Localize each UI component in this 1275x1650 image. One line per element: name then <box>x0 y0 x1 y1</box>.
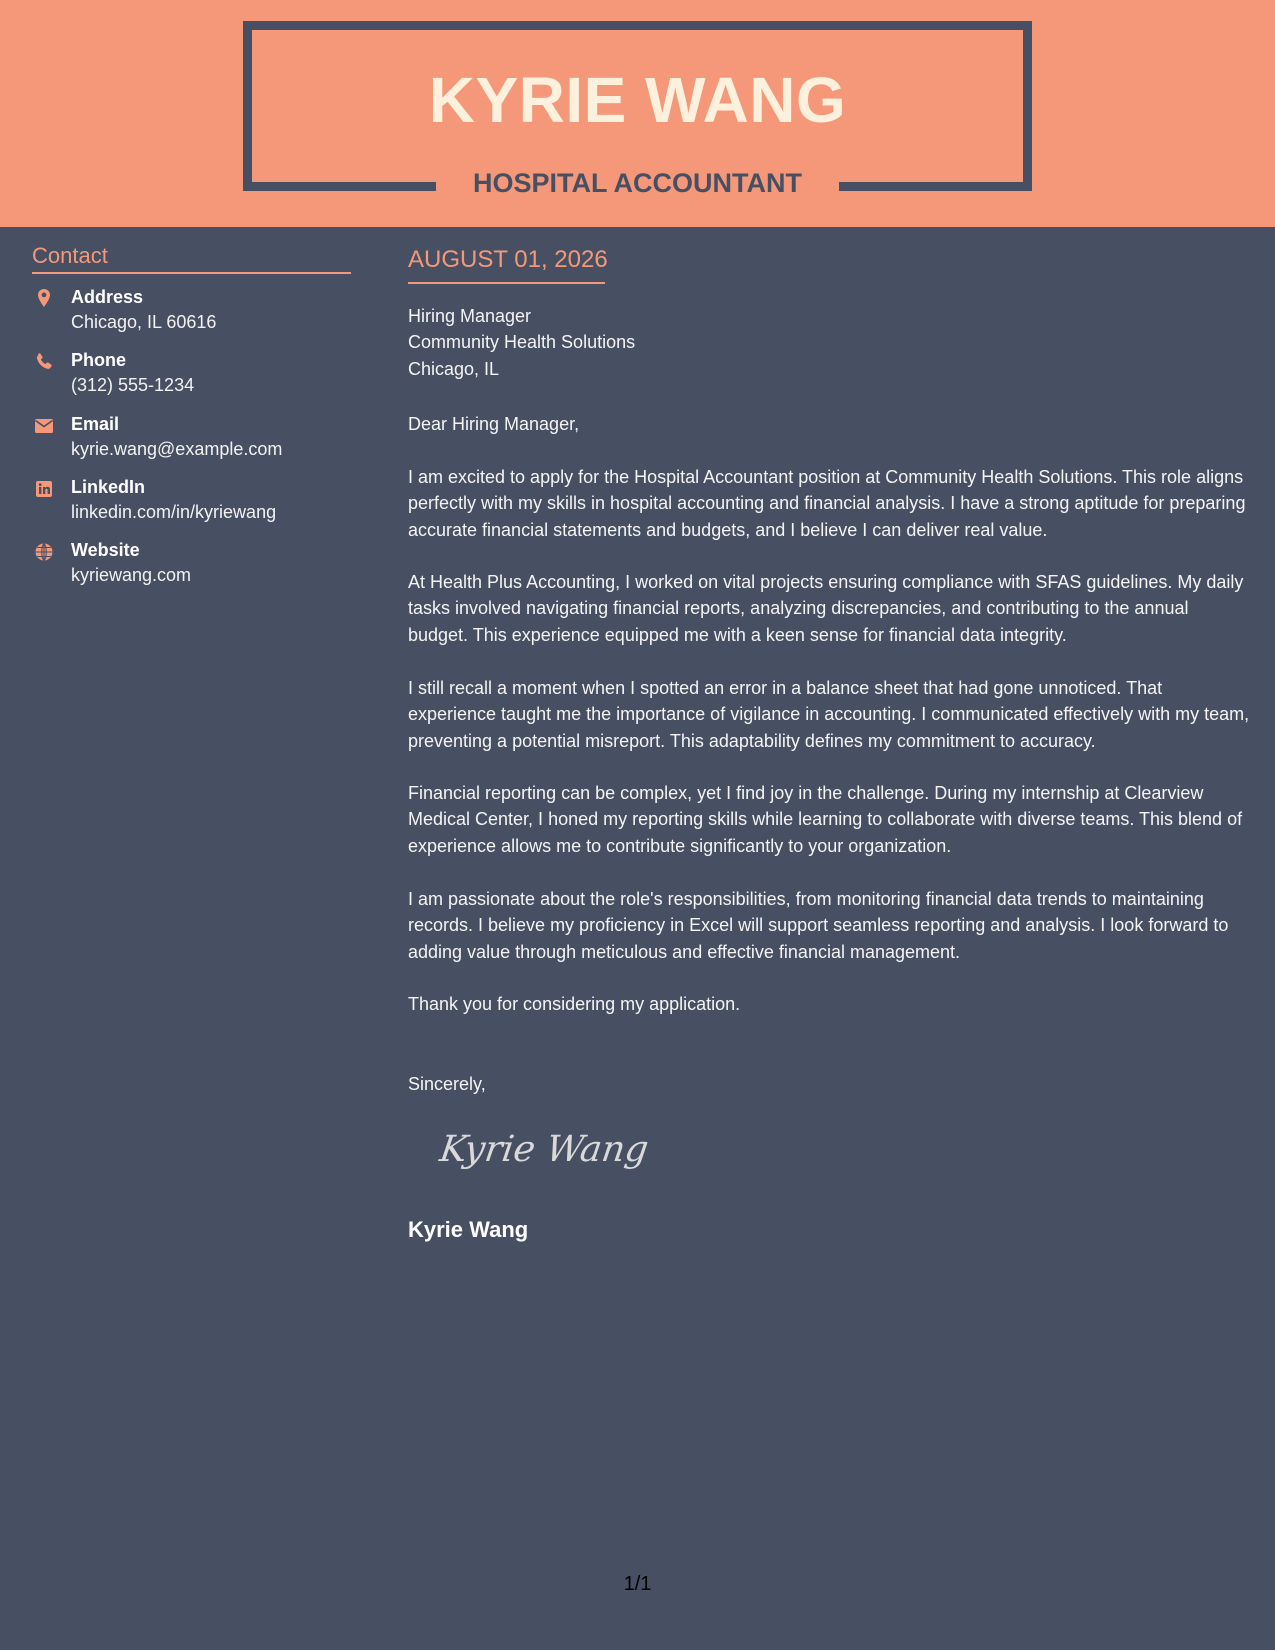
envelope-icon <box>32 414 56 438</box>
website-value[interactable]: kyriewang.com <box>71 565 192 585</box>
job-title: HOSPITAL ACCOUNTANT <box>473 168 802 198</box>
closing-line: Thank you for considering my application. <box>408 994 741 1014</box>
contact-label: Phone <box>71 350 127 370</box>
address-value: Chicago, IL 60616 <box>71 312 217 332</box>
contact-label: LinkedIn <box>71 477 146 497</box>
body-paragraph: At Health Plus Accounting, I worked on vital projects ensuring compliance with SFAS guidelines. My daily tasks involved navigating financial reports, analyzing discrepancies, and contributing to the annual budget. This experience equipped me with a keen sense for financial data integrity. <box>408 572 1244 645</box>
contact-label: Website <box>71 540 140 560</box>
recipient-line: Hiring Manager <box>408 306 532 326</box>
phone-value: (312) 555-1234 <box>71 375 195 395</box>
email-value[interactable]: kyrie.wang@example.com <box>71 439 283 459</box>
globe-icon <box>32 540 56 564</box>
contact-label: Address <box>71 287 144 307</box>
phone-icon <box>32 350 56 374</box>
body-paragraph: I am excited to apply for the Hospital Accountant position at Community Health Solutions. This role aligns perfectly with my skills in hospital accounting and financial analysis. I have a strong aptitude for preparing accurate financial statements and budgets, and I believe I can deliver real value. <box>408 467 1246 540</box>
date-divider <box>408 282 605 284</box>
recipient-line: Community Health Solutions <box>408 332 636 352</box>
map-pin-icon <box>32 287 56 311</box>
body-paragraph: Financial reporting can be complex, yet I find joy in the challenge. During my internship at Clearview Medical Center, I honed my reporting skills while learning to collaborate with diverse teams. This blend of experience allows me to contribute significantly to your organization. <box>408 783 1243 856</box>
contact-heading: Contact <box>32 243 108 268</box>
signature: Kyrie Wang <box>437 1129 651 1170</box>
linkedin-icon <box>32 477 56 501</box>
candidate-name: KYRIE WANG <box>428 64 847 136</box>
body-paragraph: I still recall a moment when I spotted an error in a balance sheet that had gone unnoticed. That experience taught me the importance of vigilance in accounting. I communicated effectively with my team, preventing a potential misreport. This adaptability defines my commitment to accuracy. <box>408 678 1250 751</box>
linkedin-value[interactable]: linkedin.com/in/kyriewang <box>71 502 277 522</box>
contact-divider <box>32 272 351 274</box>
salutation: Dear Hiring Manager, <box>408 414 580 434</box>
page-number: 1/1 <box>623 1573 652 1595</box>
body-paragraph: I am passionate about the role's responsibilities, from monitoring financial data trends to maintaining records. I believe my proficiency in Excel will support seamless reporting and analysis. I look forward to adding value through meticulous and effective financial management. <box>408 889 1229 962</box>
sign-off: Sincerely, <box>408 1074 486 1094</box>
signed-name: Kyrie Wang <box>408 1217 529 1242</box>
contact-label: Email <box>71 414 120 434</box>
recipient-line: Chicago, IL <box>408 359 500 379</box>
letter-date: AUGUST 01, 2026 <box>408 246 608 273</box>
